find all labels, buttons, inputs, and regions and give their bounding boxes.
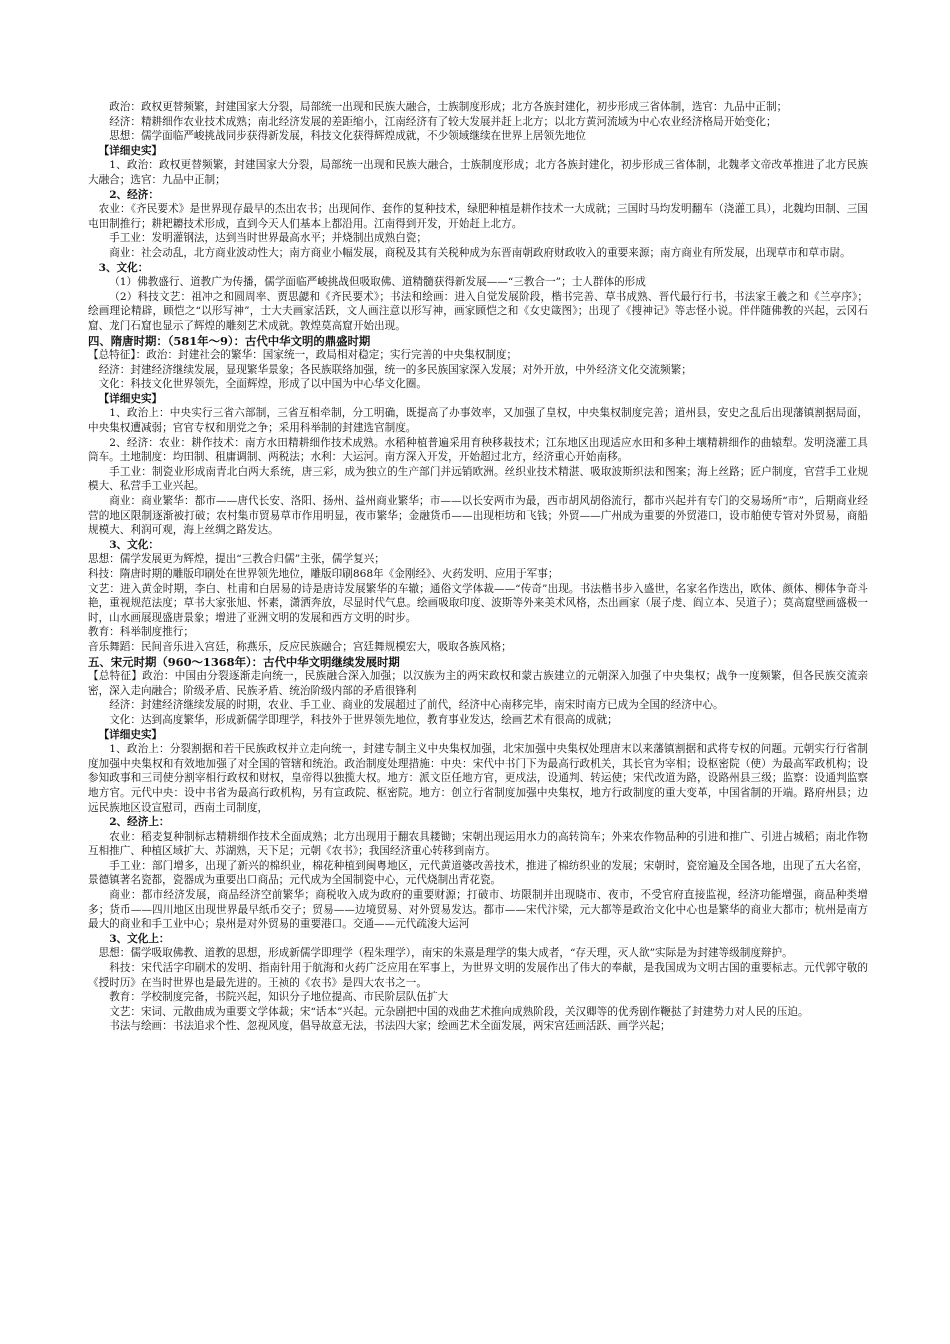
paragraph: 音乐舞蹈：民间音乐进入宫廷，称燕乐，反应民族融合；宫廷舞规模宏大，吸取各族风格； <box>88 640 512 653</box>
paragraph: 思想：儒学发展更为辉煌，提出“三教合归儒”主张，儒学复兴； <box>88 553 385 566</box>
paragraph: 商业：都市经济发展，商品经济空前繁华；商税收入成为政府的重要财源；打破市、坊限制并出现晓市、夜市，不受官府直接监视，经济功能增强，商品种类增多；货币——四川地区出现世界最早纸币交子；贸易——边境贸易、对外贸易发达。都市——宋代汴梁，元大都等是政治文化中心也是繁华的商业大都市；杭州是南方最大的商业和手工业中心；泉州是对外贸易的重要港口。交通——元代疏浚大运河 <box>88 889 868 931</box>
paragraph: 思想：儒学吸取佛教、道教的思想，形成新儒学即理学（程朱理学），南宋的朱熹是理学的集大成者，“存天理，灭人欲”实际是为封建等级制度辩护。 <box>98 947 793 960</box>
paragraph: 手工业：制瓷业形成南青北白两大系统，唐三彩，成为独立的生产部门并远销欧洲。丝织业技术精湛、吸取波斯织法和图案；海上丝路；匠户制度，官营手工业规模大、私营手工业兴起。 <box>88 465 868 493</box>
paragraph: 【总特征】政治：中国由分裂逐渐走向统一，民族融合深入加强；以汉族为主的两宋政权和蒙古族建立的元朝深入加强了中央集权；战争一度频繁，但各民族交流亲密，深入走向融合；阶级矛盾、民族矛盾、统治阶级内部的矛盾很锋利 <box>88 670 868 697</box>
paragraph: 2、经济上： <box>109 816 170 829</box>
paragraph: 五、宋元时期（960～1368年）：古代中华文明继续发展时期 <box>88 654 400 669</box>
paragraph: 四、隋唐时期：（581年～9）：古代中华文明的鼎盛时期 <box>88 333 371 348</box>
paragraph: 3、文化： <box>109 538 159 551</box>
paragraph: 教育：学校制度完备，书院兴起，知识分子地位提高、市民阶层队伍扩大 <box>109 991 449 1004</box>
paragraph: 2、经济： <box>109 188 159 201</box>
paragraph: 【详细史实】 <box>98 392 163 405</box>
paragraph: 【总特征】：政治：封建社会的繁华：国家统一，政局相对稳定；实行完善的中央集权制度； <box>88 349 518 362</box>
paragraph: 文化：达到高度繁华，形成新儒学即理学，科技外于世界领先地位，教育事业发达，绘画艺术有很高的成就； <box>109 713 618 726</box>
paragraph: 文艺：进入黄金时期，李白、杜甫和白居易的诗是唐诗发展繁华的车辙；通俗文学体裁——“传奇”出现。书法楷书步入盛世，名家名作迭出，欧体、颜体、柳体争奇斗艳，重视规范法度；草书大家张旭、怀素，潇洒奔放，尽显时代气息。绘画吸取印度、波斯等外来美术风格，杰出画家（展子虔、阎立本、吴道子）；莫高窟壁画盛极一时，山水画展现盛唐景象；增进了亚洲文明的发展和西方文明的时步。 <box>88 582 868 624</box>
paragraph: 经济：封建经济继续发展的时期，农业、手工业、商业的发展超过了前代，经济中心南移完毕，南宋时南方已成为全国的经济中心。 <box>109 699 724 712</box>
paragraph: 1、政治：政权更替频繁，封建国家大分裂，局部统一出现和民族大融合，士族制度形成；北方各族封建化，初步形成三省体制，北魏孝文帝改革推进了北方民族大融合；选官：九品中正制； <box>88 159 868 186</box>
paragraph: 书法与绘画：书法追求个性、忽视风度，倡导故意无法，书法四大家；绘画艺术全面发展，两宋宫廷画活跃、画学兴起； <box>109 1020 671 1033</box>
paragraph: 商业：社会动乱，北方商业波动性大；南方商业小幅发展，商税及其有关税种成为东晋南朝政府财政收入的重要来源；南方商业有所发展，出现草市和草市尉。 <box>109 246 851 259</box>
paragraph: 1、政治上：中央实行三省六部制，三省互相牵制，分工明确，既提高了办事效率，又加强了皇权，中央集权制度完善；道州县，安史之乱后出现藩镇割据局面，中央集权遭减弱；官官专权和朋党之争；采用科举制的封建选官制度。 <box>88 407 868 435</box>
paragraph: 经济：精耕细作农业技术成熟；南北经济发展的差距缩小，江南经济有了较大发展并赶上北方；以北方黄河流域为中心农业经济格局开始变化； <box>109 115 777 128</box>
paragraph: 【详细史实】 <box>98 144 163 157</box>
paragraph: 【详细史实】 <box>98 728 163 741</box>
paragraph: 文化：科技文化世界领先，全面辉煌，形成了以中国为中心华文化圈。 <box>98 378 427 391</box>
paragraph: 3、文化上： <box>109 932 170 945</box>
paragraph: （1）佛教盛行、道教广为传播，儒学面临严峻挑战但吸取佛、道精髓获得新发展——“三教合一”；士人群体的形成 <box>109 276 646 289</box>
paragraph: 1、政治上：分裂割据和若干民族政权并立走向统一，封建专制主义中央集权加强，北宋加强中央集权处理唐末以来藩镇割据和武将专权的问题。元朝实行行省制度加强中央集权和有效地加强了对全国的管辖和统治。政治制度处理措施：中央：宋代中书门下为最高行政机关，其长官为宰相；设枢密院（使）为最高军政机构；设参知政事和三司使分割宰相行政权和财权，皇帝得以独揽大权。地方：派文臣任地方官，更戍法，设通判、转运使；宋代改道为路，设路州县三级；监察：设通判监察地方官。元代中央：设中书省为最高行政机构，另有宣政院、枢密院。地方：创立行省制度加强中央集权，地方行政制度的重大变革，中国省制的开端。路府州县；边远民族地区设宣慰司，西南土司制度， <box>88 743 868 814</box>
paragraph: 教育：科举制度推行； <box>88 626 194 639</box>
paragraph: 2、经济：农业：耕作技术：南方水田精耕细作技术成熟。水稻种植普遍采用育秧移栽技术；江东地区出现适应水田和多种土壤精耕细作的曲辕犁。发明浇灌工具筒车。土地制度：均田制、租庸调制、两税法；水利：大运河。南方深入开发，开始超过北方，经济重心开始南移。 <box>88 436 868 464</box>
paragraph: 农业：稻麦复种制标志精耕细作技术全面成熟；北方出现用于翻农具耧锄；宋朝出现运用水力的高转筒车；外来农作物品种的引进和推广、引进占城稻；南北作物互相推广、种植区域扩大、苏湖熟，天下足；元朝《农书》；我国经济重心转移到南方。 <box>88 830 868 858</box>
paragraph: 思想：儒学面临严峻挑战同步获得新发展，科技文化获得辉煌成就，不少领域继续在世界上居领先地位 <box>109 130 586 143</box>
paragraph: 商业：商业繁华：都市——唐代长安、洛阳、扬州、益州商业繁华；市——以长安两市为最，西市胡风胡俗流行，都市兴起并有专门的交易场所“市”，后期商业经营的地区限制逐渐被打破；农村集市贸易草市作用明显，夜市繁华；金融货币——出现柜坊和飞钱；外贸——广州成为重要的外贸港口，设市舶使专管对外贸易，商船规模大、利润可观，海上丝绸之路发达。 <box>88 495 868 537</box>
paragraph: 手工业：发明灌钢法，达到当时世界最高水平；并烧制出成熟白瓷； <box>109 232 427 245</box>
paragraph: 手工业：部门增多，出现了新兴的棉织业，棉花种植到闽粤地区，元代黄道婆改善技术，推进了棉纺织业的发展；宋朝时，瓷窑遍及全国各地，出现了五大名窑，景德镇著名瓷都，瓷器成为重要出口商品；元代成为全国制瓷中心，元代烧制出青花瓷。 <box>88 859 868 887</box>
paragraph: 政治：政权更替频繁，封建国家大分裂，局部统一出现和民族大融合，士族制度形成；北方各族封建化，初步形成三省体制，选官：九品中正制； <box>109 101 788 113</box>
paragraph: 经济：封建经济继续发展，显现繁华景象；各民族联络加强，统一的多民族国家深入发展；对外开放，中外经济文化交流频繁； <box>98 363 692 376</box>
document-body <box>88 100 868 1034</box>
paragraph: 科技：隋唐时期的雕版印刷处在世界领先地位，雕版印刷868年《金刚经》、火药发明、应用于军事； <box>88 568 559 580</box>
paragraph: 农业：《齐民要术》是世界现存最早的杰出农书；出现间作、套作的复种技术，绿肥种植是耕作技术一大成就；三国时马均发明翻车（浇灌工具），北魏均田制、三国屯田制推行；耕耙耱技术形成，直到今天人们基本上都沿用。江南得到开发，开始赶上北方。 <box>88 203 868 230</box>
paragraph: 3、文化： <box>98 261 149 274</box>
paragraph: 科技：宋代活字印刷术的发明、指南针用于航海和火药广泛应用在军事上，为世界文明的发展作出了伟大的奉献，是我国成为文明古国的重要标志。元代郭守敬的《授时历》在当时世界也是最先进的。王祯的《农书》是四大农书之一。 <box>88 962 868 989</box>
paragraph: 文艺：宋词、元散曲成为重要文学体裁；宋“话本”兴起。元杂剧把中国的戏曲艺术推向成熟阶段，关汉卿等的优秀剧作鞭挞了封建势力对人民的压迫。 <box>109 1005 809 1018</box>
paragraph: （2）科技文艺：祖冲之和圆周率、贾思勰和《齐民要术》；书法和绘画：进入自觉发展阶段，楷书完善、草书成熟、晋代最行行书，书法家王羲之和《兰亭序》；绘画理论精辟，顾恺之“以形写神”，士大夫画家活跃，文人画注意以形写神，画家顾恺之和《女史箴图》；出现了《搜神记》等志怪小说。伴伴随佛教的兴起，云冈石窟、龙门石窟也显示了辉煌的雕刻艺术成就。敦煌莫高窟开始出现。 <box>88 290 868 332</box>
